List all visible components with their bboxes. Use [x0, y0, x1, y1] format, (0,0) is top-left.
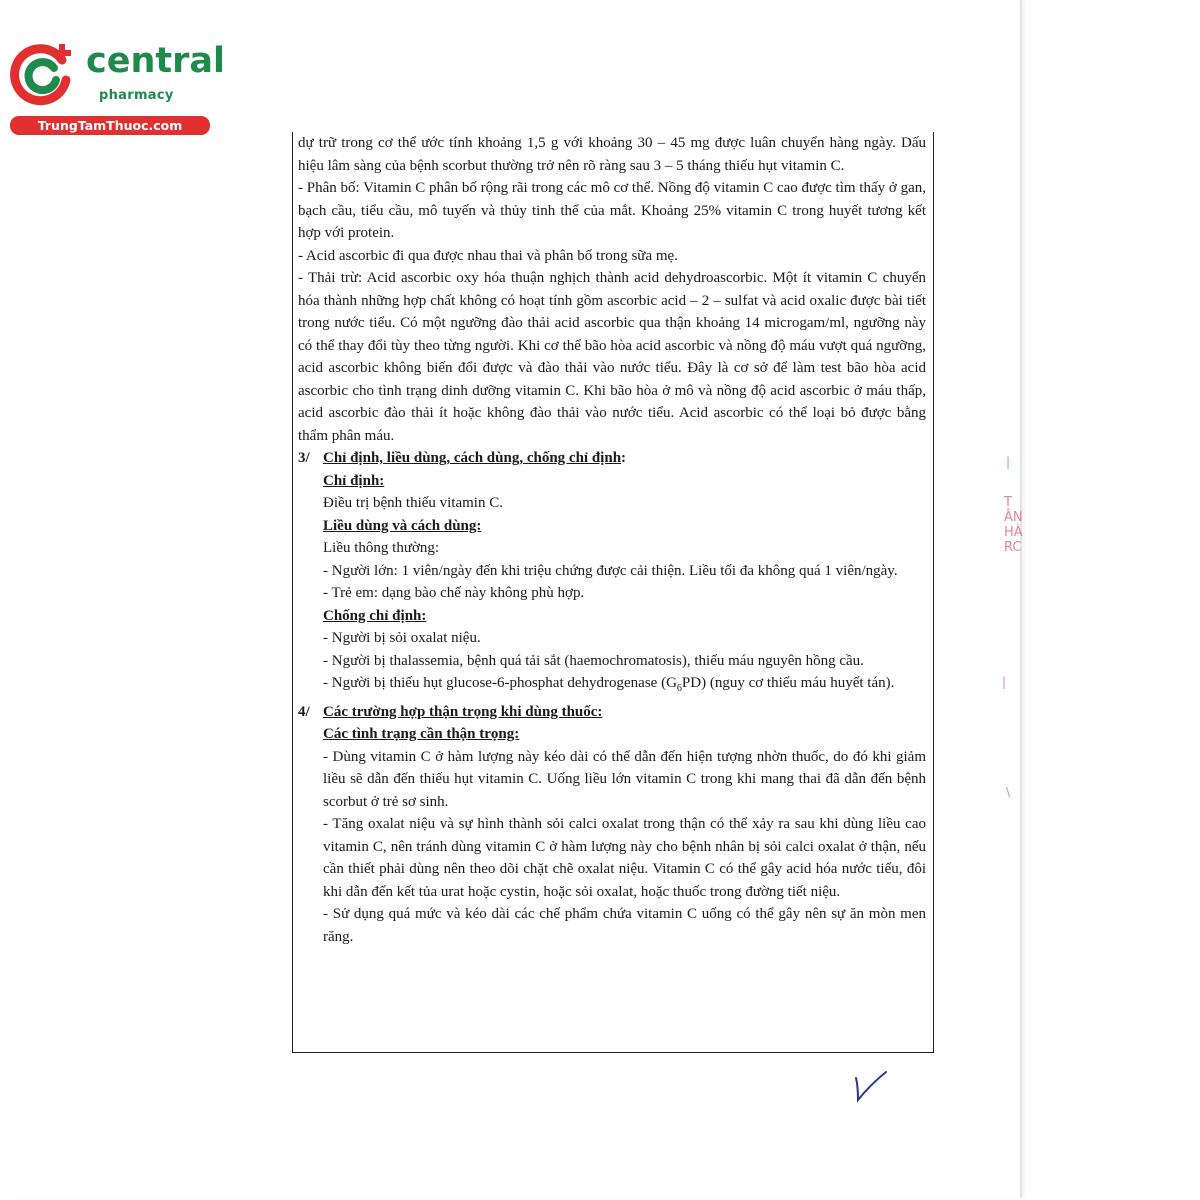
contraindication-2: - Người bị thalassemia, bệnh quá tải sắt (haemochromatosis), thiếu máu nguyên hồng cầu. — [323, 652, 864, 669]
brand-name: central — [86, 41, 226, 81]
indication-text: Điều trị bệnh thiếu vitamin C. — [323, 495, 503, 511]
dosage-child: - Trẻ em: dạng bào chế này không phù hợp. — [323, 585, 585, 601]
dosage-adult: - Người lớn: 1 viên/ngày đến khi triệu chứng được cải thiện. Liều tối đa không quá 1 viên/ngày. — [323, 562, 898, 579]
brand-subtitle: pharmacy — [99, 88, 174, 103]
contraindication-heading — [323, 605, 926, 628]
document-body — [298, 132, 926, 948]
section-3-title: Chỉ định, liều dùng, cách dùng, chống chỉ định — [323, 450, 622, 466]
caution-heading-text: Các tình trạng cần thận trọng: — [323, 726, 520, 742]
website-badge[interactable]: TrungTamThuoc.com — [10, 116, 210, 135]
pharmacy-cross-logo-icon — [10, 40, 76, 106]
red-stamp-fragment — [998, 455, 1024, 815]
stamp-text: T ÂN HÀ RC — [1004, 495, 1023, 555]
contraindication-heading-text: Chống chỉ định: — [323, 607, 427, 624]
dosage-heading-text: Liều dùng và cách dùng: — [323, 517, 482, 534]
section-4-heading — [298, 701, 926, 724]
section-4-number: 4/ — [298, 703, 310, 720]
stamp-mark-3: \ — [1006, 785, 1011, 799]
stamp-mark-1: | — [1006, 455, 1011, 469]
contraindication-1: - Người bị sỏi oxalat niệu. — [323, 630, 481, 646]
intro-paragraph-elimination: - Thải trừ: Acid ascorbic oxy hóa thuận nghịch thành acid dehydroascorbic. Một ít vitamin C chuyển hóa thành những hợp chất không có hoạt tính gồm ascorbic acid – 2 – sulfat và acid oxalic được bài tiết trong nước tiểu. Có một ngưỡng đào thải acid ascorbic qua thận khoảng 14 microgam/ml, ngưỡng này có thể thay đổi tùy theo từng người. Khi cơ thể bão hòa acid ascorbic và nồng độ máu vượt quá ngưỡng, acid ascorbic không biến đổi được và đào thải vào nước tiểu. Đây là cơ sở để làm test bão hòa acid ascorbic cho tình trạng dinh dưỡng vitamin C. Khi bão hòa ở mô và nồng độ acid ascorbic ở máu thấp, acid ascorbic đào thải ít hoặc không đào thải vào nước tiểu. Acid ascorbic có thể loại bỏ được bằng thẩm phân máu. — [298, 270, 926, 444]
check-mark-icon — [852, 1070, 888, 1104]
section-3-number: 3/ — [298, 450, 310, 466]
indication-heading-text: Chỉ định: — [323, 472, 385, 489]
intro-paragraph-placenta: - Acid ascorbic đi qua được nhau thai và phân bố trong sữa mẹ. — [298, 247, 678, 264]
section-3-heading — [298, 447, 926, 470]
indication-heading — [323, 470, 926, 493]
intro-paragraph-storage: dự trữ trong cơ thể ước tính khoảng 1,5 g với khoảng 30 – 45 mg được luân chuyển hàng ngày. Dấu hiệu lâm sàng của bệnh scorbut thường trở nên rõ ràng sau 3 – 5 tháng thiếu hụt vitamin C. — [298, 135, 926, 174]
caution-2: - Tăng oxalat niệu và sự hình thành sỏi calci oxalat trong thận có thể xảy ra sau khi dùng liều cao vitamin C, nên tránh dùng vitamin C ở hàm lượng này cho bệnh nhân bị sỏi calci oxalat ở thận, nếu cần thiết phải dùng nên theo dõi chặt chẽ oxalat niệu. Vitamin C có thể gây acid hóa nước tiểu, đôi khi dẫn đến kết tủa urat hoặc cystin, hoặc sỏi oxalat, hoặc thuốc trong đường tiết niệu. — [323, 816, 926, 900]
caution-1: - Dùng vitamin C ở hàm lượng này kéo dài có thể dẫn đến hiện tượng nhờn thuốc, do đó khi giảm liều sẽ dẫn đến thiếu hụt vitamin C. Uống liều lớn vitamin C trong khi mang thai đã dẫn đến bệnh scorbut ở trẻ sơ sinh. — [323, 748, 926, 810]
contraindication-3-part-b: PD) (nguy cơ thiếu máu huyết tán). — [681, 675, 895, 691]
dosage-heading — [323, 515, 926, 538]
contraindication-3 — [298, 672, 926, 701]
section-3-colon: : — [621, 450, 627, 466]
contraindication-3-part-a: - Người bị thiếu hụt glucose-6-phosphat dehydrogenase (G — [323, 675, 677, 691]
stamp-mark-2: | — [1002, 675, 1007, 689]
caution-heading — [323, 723, 926, 746]
central-pharmacy-logo[interactable] — [10, 38, 226, 138]
intro-paragraph-distribution: - Phân bố: Vitamin C phân bố rộng rãi trong các mô cơ thể. Nồng độ vitamin C cao được tìm thấy ở gan, bạch cầu, tiểu cầu, mô tuyến và thủy tinh thể của mắt. Khoảng 25% vitamin C trong huyết tương kết hợp với protein. — [298, 180, 926, 241]
section-4-title: Các trường hợp thận trọng khi dùng thuốc: — [323, 703, 603, 720]
contraindication-3-subscript: 6 — [676, 683, 682, 694]
caution-3: - Sử dụng quá mức và kéo dài các chế phẩm chứa vitamin C uống có thể gây nên sự ăn mòn men răng. — [323, 906, 926, 945]
dosage-intro: Liều thông thường: — [323, 540, 440, 556]
